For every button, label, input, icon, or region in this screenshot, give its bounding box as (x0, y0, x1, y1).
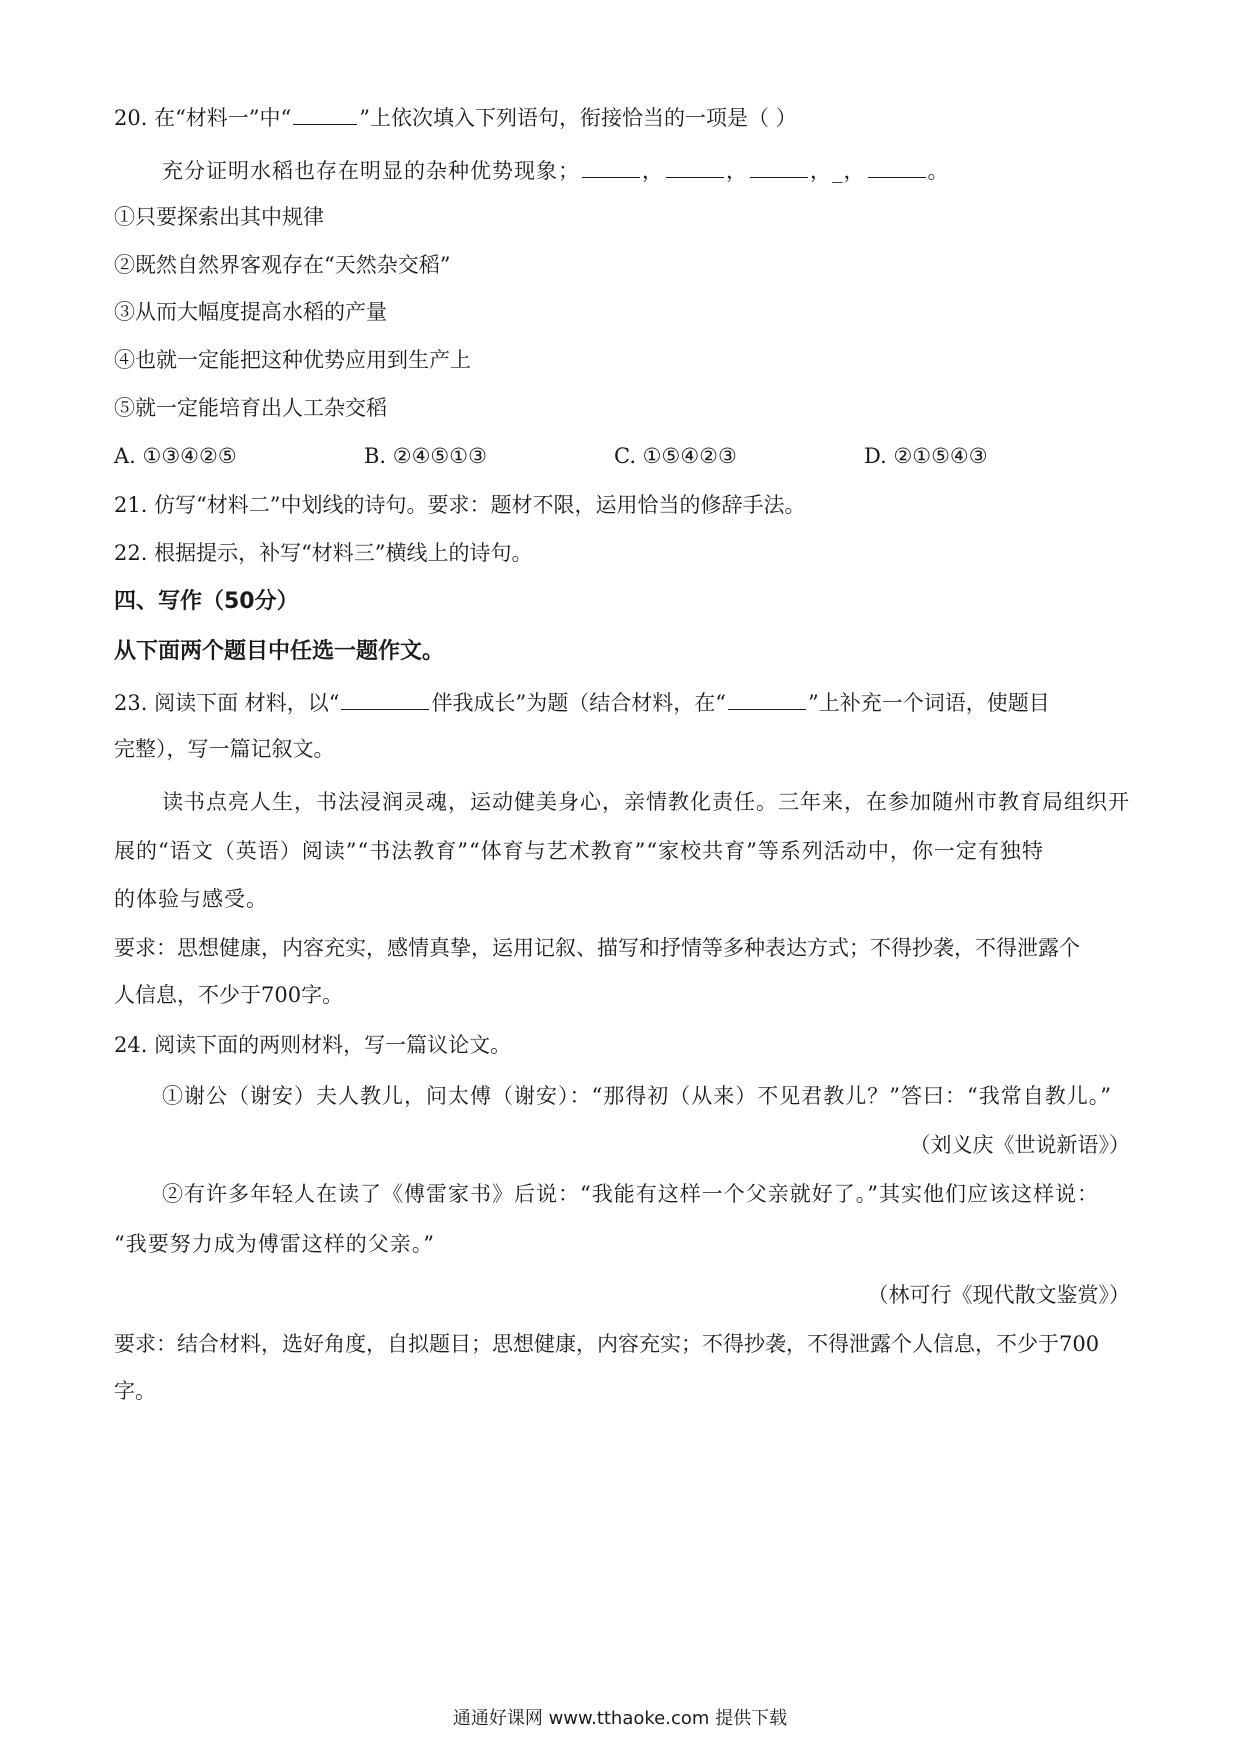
period: 。 (927, 159, 950, 183)
q24-material-2-line-1: ②有许多年轻人在读了《傅雷家书》后说：“我能有这样一个父亲就好了。”其实他们应该这样说： (162, 1182, 1099, 1206)
q20-item-3: ③从而大幅度提高水稻的产量 (114, 300, 387, 324)
separator: ，_， (810, 159, 866, 183)
separator: ， (642, 159, 664, 183)
q23-stem-part-a: 23. 阅读下面 材料，以“ (114, 691, 340, 715)
answer-blank (868, 157, 926, 178)
q23-stem-part-c: ”上补充一个词语，使题目 (807, 691, 1050, 715)
answer-blank (582, 157, 640, 178)
q20-item-1: ①只要探索出其中规律 (114, 205, 324, 229)
q20-stem (114, 103, 797, 133)
q20-stem-part-a: 20. 在“材料一”中“ (114, 106, 292, 130)
q20-option-c: C. ①⑤④②③ (614, 444, 737, 468)
q20-stem-part-b: ”上依次填入下列语句，衔接恰当的一项是（ ） (359, 106, 797, 130)
q20-item-4: ④也就一定能把这种优势应用到生产上 (114, 348, 471, 372)
q23-requirement-line-2: 人信息，不少于700字。 (114, 983, 344, 1007)
q23-stem-part-b: 伴我成长”为题（结合材料，在“ (431, 691, 726, 715)
section-subtitle: 从下面两个题目中任选一题作文。 (114, 639, 445, 664)
separator: ， (726, 159, 748, 183)
q23-material-line-2: 展的“语文（英语）阅读”“书法教育”“体育与艺术教育”“家校共育”等系列活动中，你一定有独特 (114, 839, 1044, 863)
q23-stem-cont: 完整），写一篇记叙文。 (114, 737, 335, 761)
q20-item-5: ⑤就一定能培育出人工杂交稻 (114, 396, 387, 420)
q20-passage-text: 充分证明水稻也存在明显的杂种优势现象； (162, 159, 580, 183)
q24-requirement-line-2: 字。 (114, 1379, 156, 1403)
q23-stem (114, 688, 1050, 718)
answer-blank (728, 689, 806, 710)
q24-stem: 24. 阅读下面的两则材料，写一篇议论文。 (114, 1033, 512, 1057)
q24-material-1: ①谢公（谢安）夫人教儿，问太傅（谢安）：“那得初（从来）不见君教儿？”答曰：“我常自教儿。” (162, 1084, 1112, 1108)
q23-material-line-1: 读书点亮人生，书法浸润灵魂，运动健美身心，亲情教化责任。三年来，在参加随州市教育局组织开 (162, 790, 1130, 814)
q24-material-2-line-2: “我要努力成为傅雷这样的父亲。” (114, 1232, 435, 1256)
answer-blank (293, 104, 357, 125)
q24-source-2: （林可行《现代散文鉴赏》） (867, 1283, 1130, 1307)
q20-item-2: ②既然自然界客观存在“天然杂交稻” (114, 253, 451, 277)
q20-passage (162, 156, 950, 186)
answer-blank (750, 157, 808, 178)
q20-option-d: D. ②①⑤④③ (864, 444, 988, 468)
q24-requirement-line-1: 要求：结合材料，选好角度，自拟题目；思想健康，内容充实；不得抄袭，不得泄露个人信息，不少于700 (114, 1332, 1100, 1356)
q20-option-b: B. ②④⑤①③ (364, 444, 487, 468)
q23-material-line-3: 的体验与感受。 (114, 887, 268, 911)
q24-source-1: （刘义庆《世说新语》） (909, 1133, 1130, 1157)
page-footer: 通通好课网 www.tthaoke.com 提供下载 (452, 1708, 788, 1729)
answer-blank (341, 689, 429, 710)
q20-option-a: A. ①③④②⑤ (114, 444, 237, 468)
q23-requirement-line-1: 要求：思想健康，内容充实，感情真挚，运用记叙、描写和抒情等多种表达方式；不得抄袭，不得泄露个 (114, 936, 1080, 960)
q22-stem: 22. 根据提示，补写“材料三”横线上的诗句。 (114, 541, 533, 565)
q21-stem: 21. 仿写“材料二”中划线的诗句。要求：题材不限，运用恰当的修辞手法。 (114, 493, 806, 517)
answer-blank (666, 157, 724, 178)
section-title: 四、写作（50分） (114, 589, 299, 614)
